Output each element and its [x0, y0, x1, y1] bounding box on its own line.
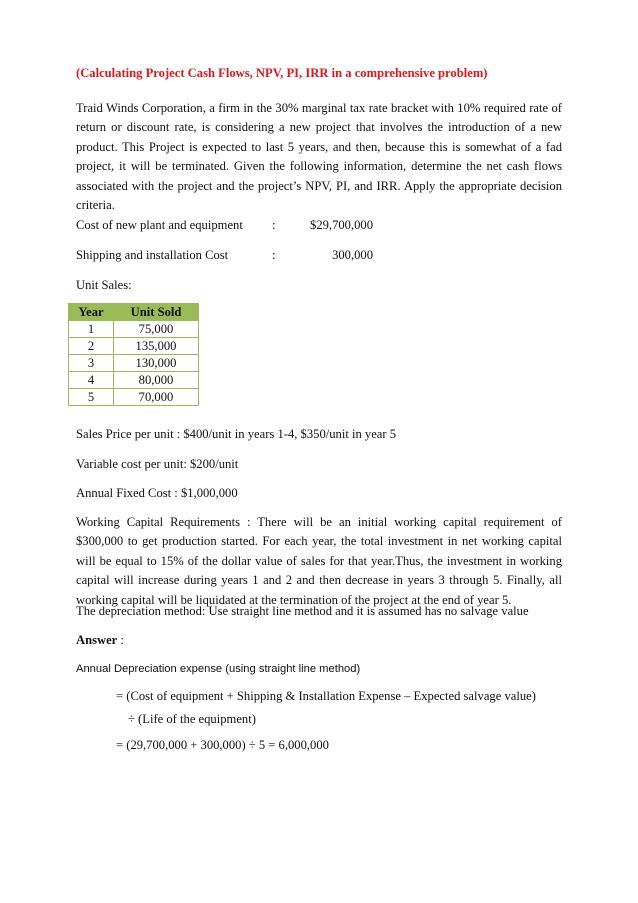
depreciation-heading: Annual Depreciation expense (using straight line method)	[76, 663, 361, 675]
formula-line-3: = (29,700,000 + 300,000) ÷ 5 = 6,000,000	[116, 738, 329, 752]
cell-year: 4	[69, 372, 114, 389]
cost-label: Shipping and installation Cost	[76, 248, 229, 262]
depreciation-method-line: The depreciation method: Use straight line method and it is assumed has no salvage value	[76, 604, 529, 618]
fixed-cost-line: Annual Fixed Cost : $1,000,000	[76, 486, 238, 500]
cell-units: 130,000	[114, 355, 199, 372]
cost-value: $29,700,000	[310, 218, 373, 232]
formula-line-1: = (Cost of equipment + Shipping & Installation Expense – Expected salvage value)	[116, 689, 536, 703]
cell-year: 1	[69, 321, 114, 338]
cost-colon: :	[272, 218, 276, 232]
answer-colon: :	[117, 633, 124, 647]
table-row	[69, 372, 199, 389]
header-unit-sold: Unit Sold	[114, 304, 199, 321]
cell-units: 80,000	[114, 372, 199, 389]
variable-cost-line: Variable cost per unit: $200/unit	[76, 457, 239, 471]
table-row	[69, 355, 199, 372]
cell-units: 70,000	[114, 389, 199, 406]
table-row	[69, 389, 199, 406]
answer-label-line	[76, 631, 562, 650]
cell-units: 135,000	[114, 338, 199, 355]
cell-year: 3	[69, 355, 114, 372]
cell-units: 75,000	[114, 321, 199, 338]
working-capital-paragraph: Working Capital Requirements : There will be an initial working capital requirement of $300,000 to get production started. For each year, the total investment in net working capital will be equal to 15% of the dollar value of sales for that year.Thus, the investment in working capital will increase during years 1 and 2 and then decrease in years 3 through 5. Finally, all working capital will be liquidated at the termination of the project at the end of year 5.	[76, 515, 562, 607]
cell-year: 2	[69, 338, 114, 355]
formula-line-2: ÷ (Life of the equipment)	[128, 712, 256, 726]
table-header-row	[69, 304, 199, 321]
unit-sales-label: Unit Sales:	[76, 278, 132, 292]
cell-year: 5	[69, 389, 114, 406]
cost-label: Cost of new plant and equipment	[76, 218, 243, 232]
table-row	[69, 321, 199, 338]
cost-colon: :	[272, 248, 276, 262]
table-row	[69, 338, 199, 355]
problem-title: (Calculating Project Cash Flows, NPV, PI, IRR in a comprehensive problem)	[76, 66, 488, 80]
answer-label: Answer	[76, 633, 118, 647]
cost-value: 300,000	[332, 248, 373, 262]
intro-paragraph: Traid Winds Corporation, a firm in the 30% marginal tax rate bracket with 10% required rate of return or discount rate, is considering a new project that involves the introduction of a new product. This Project is expected to last 5 years, and then, because this is somewhat of a fad project, it will be terminated. Given the following information, determine the net cash flows associated with the project and the project’s NPV, PI, and IRR. Apply the appropriate decision criteria.	[76, 101, 562, 213]
header-year: Year	[69, 304, 114, 321]
unit-sales-table	[68, 303, 199, 406]
sales-price-line: Sales Price per unit : $400/unit in years 1-4, $350/unit in year 5	[76, 427, 397, 441]
